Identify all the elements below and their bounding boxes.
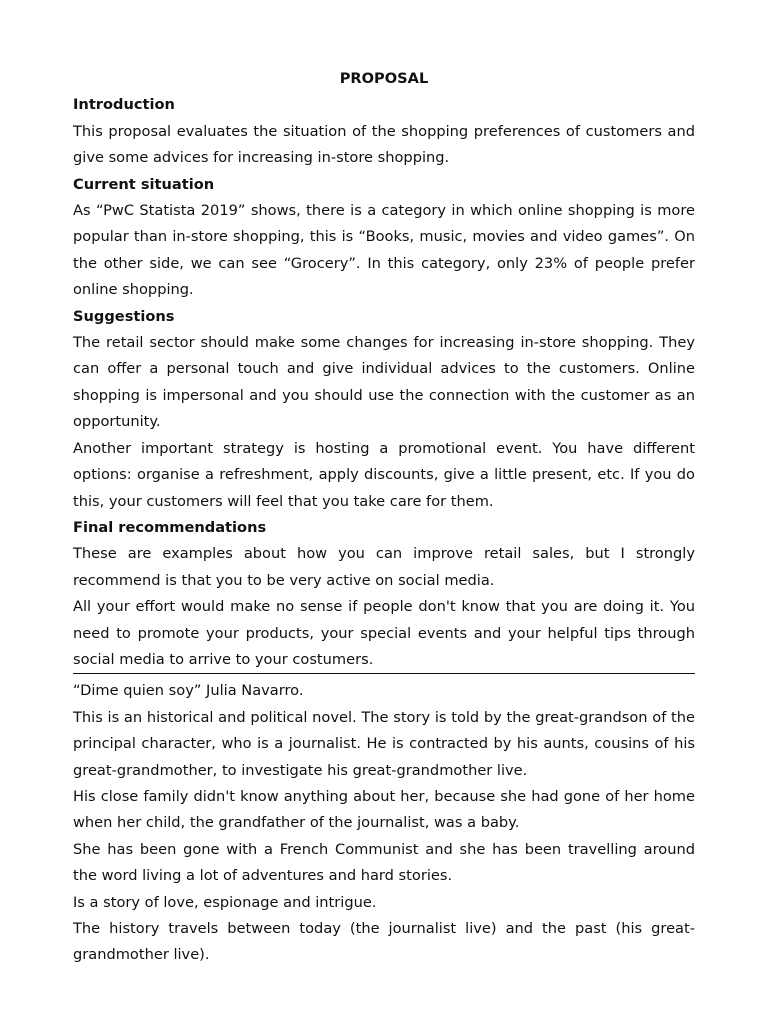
current-situation-paragraph: As “PwC Statista 2019” shows, there is a category in which online shopping is more popular than in-store shopping, this is “Books, music, movies and video games”. On the other side, we can see “Grocery”. In this category, only 23% of people prefer online shopping. xyxy=(73,202,695,299)
document-page xyxy=(73,66,695,969)
suggestions-paragraph-2: Another important strategy is hosting a promotional event. You have different options: organise a refreshment, apply discounts, give a little present, etc. If you do this, your customers will feel that you take care for them. xyxy=(73,439,695,510)
review-paragraph-5: The history travels between today (the journalist live) and the past (his great-grandmother live). xyxy=(73,920,695,964)
final-recommendations-heading: Final recommendations xyxy=(73,518,267,536)
book-title: “Dime quien soy” Julia Navarro. xyxy=(73,682,304,700)
review-paragraph-1: This is an historical and political novel. The story is told by the great-grandson of the principal character, who is a journalist. He is contracted by his aunts, cousins of his great-grandmother, to investigate his great-grandmother live. xyxy=(73,708,695,779)
current-situation-heading: Current situation xyxy=(73,175,215,193)
section-divider xyxy=(73,673,695,674)
final-recommendations-paragraph-1: These are examples about how you can improve retail sales, but I strongly recommend is that you to be very active on social media. xyxy=(73,545,695,589)
review-paragraph-2: His close family didn't know anything about her, because she had gone of her home when her child, the grandfather of the journalist, was a baby. xyxy=(73,787,695,832)
introduction-paragraph: This proposal evaluates the situation of the shopping preferences of customers and give some advices for increasing in-store shopping. xyxy=(73,122,695,167)
proposal-title: PROPOSAL xyxy=(339,70,429,87)
suggestions-paragraph-1: The retail sector should make some changes for increasing in-store shopping. They can offer a personal touch and give individual advices to the customers. Online shopping is impersonal and you should use the connection with the customer as an opportunity. xyxy=(73,334,695,431)
suggestions-heading: Suggestions xyxy=(73,307,175,325)
introduction-heading: Introduction xyxy=(73,96,175,114)
review-paragraph-3: She has been gone with a French Communist and she has been travelling around the word living a lot of adventures and hard stories. xyxy=(73,840,695,885)
review-paragraph-4: Is a story of love, espionage and intrigue. xyxy=(73,893,377,911)
final-recommendations-paragraph-2: All your effort would make no sense if people don't know that you are doing it. You need to promote your products, your special events and your helpful tips through social media to arrive to your costumers. xyxy=(73,598,695,668)
